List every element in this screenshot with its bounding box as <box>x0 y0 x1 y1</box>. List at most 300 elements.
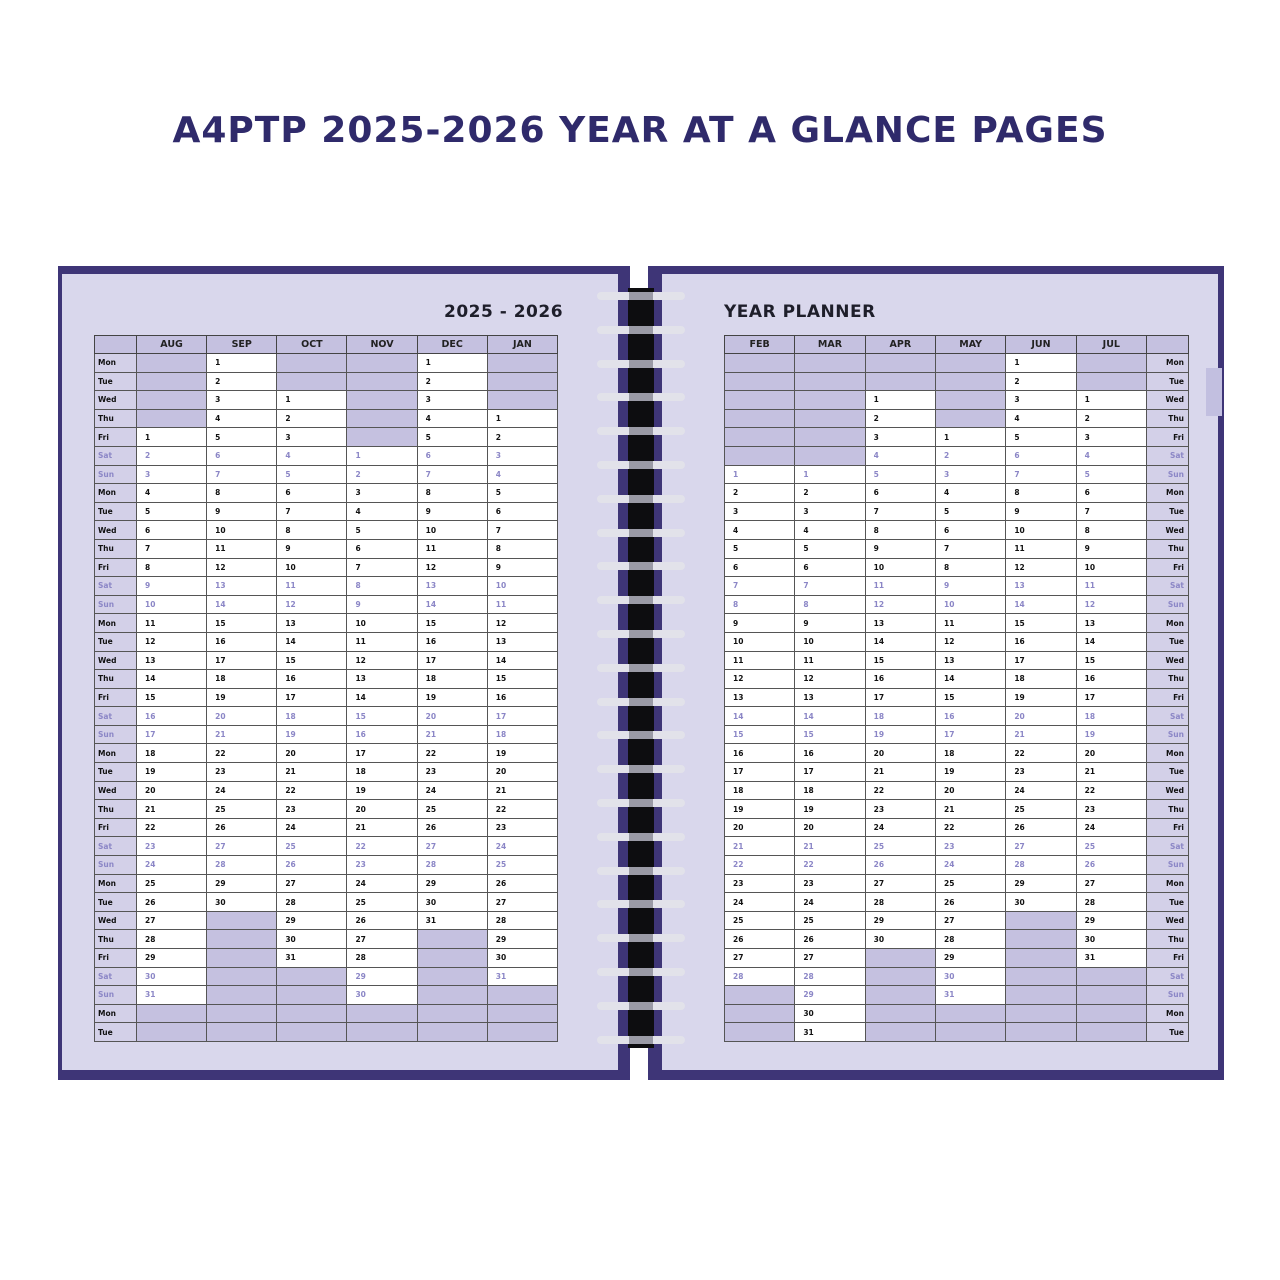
weekday-label: Thu <box>1147 409 1189 428</box>
month-header: JUL <box>1076 336 1146 354</box>
weekday-label: Sat <box>95 707 137 726</box>
date-cell: 4 <box>725 521 795 540</box>
calendar-row <box>95 893 558 912</box>
date-cell: 31 <box>1076 949 1146 968</box>
date-cell: 12 <box>207 558 277 577</box>
date-cell: 22 <box>207 744 277 763</box>
date-cell: 30 <box>1006 893 1076 912</box>
date-cell: 4 <box>207 409 277 428</box>
date-cell: 21 <box>1006 725 1076 744</box>
date-cell: 29 <box>207 874 277 893</box>
date-cell: 26 <box>1006 818 1076 837</box>
date-cell: 25 <box>1006 800 1076 819</box>
date-cell: 27 <box>487 893 557 912</box>
date-cell: 8 <box>795 595 865 614</box>
empty-cell <box>137 1004 207 1023</box>
empty-cell <box>487 986 557 1005</box>
date-cell: 17 <box>487 707 557 726</box>
date-cell: 23 <box>207 763 277 782</box>
date-cell: 23 <box>1006 763 1076 782</box>
date-cell: 16 <box>725 744 795 763</box>
date-cell: 19 <box>347 781 417 800</box>
spiral-ring <box>597 664 685 672</box>
date-cell: 25 <box>487 856 557 875</box>
weekday-label: Tue <box>1147 1023 1189 1042</box>
date-cell: 4 <box>795 521 865 540</box>
empty-cell <box>417 986 487 1005</box>
date-cell: 2 <box>1076 409 1146 428</box>
date-cell: 8 <box>725 595 795 614</box>
date-cell: 7 <box>935 539 1005 558</box>
empty-cell <box>935 1023 1005 1042</box>
date-cell: 24 <box>487 837 557 856</box>
date-cell: 17 <box>935 725 1005 744</box>
date-cell: 27 <box>935 911 1005 930</box>
calendar-row <box>725 391 1189 410</box>
date-cell: 3 <box>417 391 487 410</box>
date-cell: 18 <box>277 707 347 726</box>
calendar-row <box>725 446 1189 465</box>
spiral-ring <box>597 799 685 807</box>
date-cell: 14 <box>1076 632 1146 651</box>
date-cell: 21 <box>725 837 795 856</box>
empty-cell <box>417 967 487 986</box>
date-cell: 11 <box>487 595 557 614</box>
date-cell: 22 <box>865 781 935 800</box>
empty-cell <box>725 428 795 447</box>
date-cell: 5 <box>935 502 1005 521</box>
date-cell: 29 <box>277 911 347 930</box>
date-cell: 28 <box>417 856 487 875</box>
calendar-row <box>95 446 558 465</box>
empty-cell <box>347 1023 417 1042</box>
date-cell: 14 <box>207 595 277 614</box>
weekday-label: Sun <box>95 465 137 484</box>
weekday-label: Wed <box>95 391 137 410</box>
empty-cell <box>725 409 795 428</box>
date-cell: 6 <box>137 521 207 540</box>
date-cell: 15 <box>865 651 935 670</box>
date-cell: 1 <box>487 409 557 428</box>
date-cell: 15 <box>487 670 557 689</box>
weekday-label: Mon <box>1147 484 1189 503</box>
date-cell: 16 <box>207 632 277 651</box>
date-cell: 19 <box>207 688 277 707</box>
date-cell: 30 <box>137 967 207 986</box>
weekday-label: Mon <box>95 354 137 373</box>
date-cell: 23 <box>1076 800 1146 819</box>
calendar-row <box>725 539 1189 558</box>
calendar-row <box>95 967 558 986</box>
weekday-label: Mon <box>95 744 137 763</box>
calendar-row <box>725 558 1189 577</box>
date-cell: 30 <box>417 893 487 912</box>
calendar-row <box>725 725 1189 744</box>
weekday-label: Sun <box>1147 595 1189 614</box>
weekday-label: Fri <box>95 818 137 837</box>
date-cell: 30 <box>935 967 1005 986</box>
date-cell: 27 <box>1006 837 1076 856</box>
calendar-row <box>95 930 558 949</box>
spiral-ring <box>597 934 685 942</box>
date-cell: 12 <box>725 670 795 689</box>
calendar-row <box>725 632 1189 651</box>
date-cell: 1 <box>207 354 277 373</box>
date-cell: 6 <box>935 521 1005 540</box>
calendar-row <box>725 986 1189 1005</box>
date-cell: 6 <box>725 558 795 577</box>
date-cell: 5 <box>1076 465 1146 484</box>
weekday-label: Fri <box>1147 818 1189 837</box>
date-cell: 11 <box>865 577 935 596</box>
date-cell: 30 <box>795 1004 865 1023</box>
date-cell: 12 <box>935 632 1005 651</box>
date-cell: 26 <box>347 911 417 930</box>
empty-cell <box>795 409 865 428</box>
month-header: SEP <box>207 336 277 354</box>
date-cell: 3 <box>277 428 347 447</box>
calendar-row <box>725 818 1189 837</box>
weekday-label: Sun <box>95 986 137 1005</box>
date-cell: 30 <box>347 986 417 1005</box>
empty-cell <box>417 949 487 968</box>
empty-cell <box>1006 911 1076 930</box>
date-cell: 14 <box>487 651 557 670</box>
date-cell: 20 <box>935 781 1005 800</box>
date-cell: 15 <box>137 688 207 707</box>
calendar-row <box>725 521 1189 540</box>
date-cell: 2 <box>277 409 347 428</box>
date-cell: 5 <box>347 521 417 540</box>
date-cell: 26 <box>935 893 1005 912</box>
date-cell: 11 <box>137 614 207 633</box>
date-cell: 11 <box>347 632 417 651</box>
empty-cell <box>725 391 795 410</box>
empty-cell <box>137 409 207 428</box>
empty-cell <box>865 967 935 986</box>
date-cell: 6 <box>1006 446 1076 465</box>
weekday-label: Sat <box>1147 446 1189 465</box>
calendar-row <box>95 1023 558 1042</box>
date-cell: 29 <box>865 911 935 930</box>
date-cell: 20 <box>487 763 557 782</box>
date-cell: 19 <box>795 800 865 819</box>
page-headline: A4PTP 2025-2026 YEAR AT A GLANCE PAGES <box>172 110 1108 151</box>
date-cell: 14 <box>865 632 935 651</box>
weekday-label: Sat <box>1147 967 1189 986</box>
date-cell: 28 <box>725 967 795 986</box>
date-cell: 9 <box>1076 539 1146 558</box>
date-cell: 7 <box>795 577 865 596</box>
date-cell: 3 <box>347 484 417 503</box>
calendar-row <box>95 856 558 875</box>
date-cell: 8 <box>277 521 347 540</box>
calendar-row <box>725 428 1189 447</box>
date-cell: 27 <box>207 837 277 856</box>
empty-cell <box>207 1023 277 1042</box>
month-header-row <box>725 336 1189 354</box>
weekday-label: Wed <box>1147 521 1189 540</box>
weekday-label: Mon <box>95 1004 137 1023</box>
date-cell: 22 <box>1006 744 1076 763</box>
date-cell: 20 <box>417 707 487 726</box>
date-cell: 31 <box>487 967 557 986</box>
calendar-row <box>95 372 558 391</box>
date-cell: 2 <box>417 372 487 391</box>
header-corner <box>95 336 137 354</box>
empty-cell <box>277 967 347 986</box>
spiral-ring <box>597 292 685 300</box>
calendar-row <box>95 837 558 856</box>
date-cell: 27 <box>137 911 207 930</box>
empty-cell <box>1006 1004 1076 1023</box>
month-header: DEC <box>417 336 487 354</box>
date-cell: 18 <box>207 670 277 689</box>
date-cell: 20 <box>1076 744 1146 763</box>
month-header: FEB <box>725 336 795 354</box>
empty-cell <box>865 949 935 968</box>
empty-cell <box>935 354 1005 373</box>
date-cell: 20 <box>137 781 207 800</box>
weekday-label: Thu <box>95 409 137 428</box>
calendar-row <box>95 911 558 930</box>
weekday-label: Tue <box>95 372 137 391</box>
empty-cell <box>1076 354 1146 373</box>
empty-cell <box>795 372 865 391</box>
date-cell: 5 <box>137 502 207 521</box>
date-cell: 4 <box>1076 446 1146 465</box>
date-cell: 2 <box>347 465 417 484</box>
date-cell: 6 <box>865 484 935 503</box>
date-cell: 28 <box>1006 856 1076 875</box>
spiral-ring <box>597 360 685 368</box>
weekday-label: Thu <box>95 670 137 689</box>
date-cell: 12 <box>487 614 557 633</box>
date-cell: 12 <box>347 651 417 670</box>
date-cell: 13 <box>277 614 347 633</box>
calendar-row <box>725 502 1189 521</box>
date-cell: 3 <box>795 502 865 521</box>
date-cell: 8 <box>1076 521 1146 540</box>
weekday-label: Mon <box>1147 354 1189 373</box>
date-cell: 13 <box>1076 614 1146 633</box>
empty-cell <box>277 372 347 391</box>
calendar-row <box>95 484 558 503</box>
date-cell: 2 <box>137 446 207 465</box>
date-cell: 27 <box>725 949 795 968</box>
date-cell: 25 <box>207 800 277 819</box>
date-cell: 17 <box>725 763 795 782</box>
calendar-row <box>725 372 1189 391</box>
date-cell: 8 <box>207 484 277 503</box>
date-cell: 22 <box>487 800 557 819</box>
date-cell: 13 <box>487 632 557 651</box>
date-cell: 1 <box>417 354 487 373</box>
date-cell: 27 <box>1076 874 1146 893</box>
month-header: MAR <box>795 336 865 354</box>
date-cell: 9 <box>935 577 1005 596</box>
calendar-row <box>95 1004 558 1023</box>
date-cell: 12 <box>865 595 935 614</box>
date-cell: 4 <box>487 465 557 484</box>
calendar-row <box>725 800 1189 819</box>
date-cell: 13 <box>865 614 935 633</box>
empty-cell <box>487 1023 557 1042</box>
empty-cell <box>207 930 277 949</box>
date-cell: 1 <box>935 428 1005 447</box>
date-cell: 27 <box>865 874 935 893</box>
empty-cell <box>1006 930 1076 949</box>
date-cell: 11 <box>935 614 1005 633</box>
date-cell: 28 <box>207 856 277 875</box>
date-cell: 29 <box>795 986 865 1005</box>
calendar-row <box>95 558 558 577</box>
date-cell: 22 <box>417 744 487 763</box>
date-cell: 1 <box>347 446 417 465</box>
calendar-row <box>95 725 558 744</box>
calendar-row <box>95 874 558 893</box>
date-cell: 9 <box>865 539 935 558</box>
date-cell: 29 <box>1076 911 1146 930</box>
weekday-label: Thu <box>95 539 137 558</box>
month-header-row <box>95 336 558 354</box>
date-cell: 17 <box>865 688 935 707</box>
spiral-ring <box>597 1002 685 1010</box>
empty-cell <box>1006 986 1076 1005</box>
date-cell: 5 <box>865 465 935 484</box>
date-cell: 10 <box>137 595 207 614</box>
calendar-row <box>725 744 1189 763</box>
calendar-row <box>95 539 558 558</box>
spiral-ring <box>597 731 685 739</box>
date-cell: 23 <box>137 837 207 856</box>
date-cell: 12 <box>417 558 487 577</box>
date-cell: 3 <box>1006 391 1076 410</box>
date-cell: 18 <box>347 763 417 782</box>
date-cell: 12 <box>795 670 865 689</box>
calendar-row <box>95 744 558 763</box>
date-cell: 24 <box>1076 818 1146 837</box>
date-cell: 2 <box>935 446 1005 465</box>
date-cell: 18 <box>865 707 935 726</box>
date-cell: 19 <box>137 763 207 782</box>
spiral-ring <box>597 867 685 875</box>
weekday-label: Thu <box>1147 800 1189 819</box>
date-cell: 18 <box>137 744 207 763</box>
date-cell: 18 <box>417 670 487 689</box>
date-cell: 23 <box>487 818 557 837</box>
date-cell: 26 <box>1076 856 1146 875</box>
date-cell: 24 <box>865 818 935 837</box>
date-cell: 9 <box>347 595 417 614</box>
weekday-label: Mon <box>95 874 137 893</box>
date-cell: 6 <box>487 502 557 521</box>
date-cell: 13 <box>935 651 1005 670</box>
date-cell: 10 <box>935 595 1005 614</box>
date-cell: 7 <box>347 558 417 577</box>
date-cell: 14 <box>417 595 487 614</box>
date-cell: 16 <box>935 707 1005 726</box>
date-cell: 8 <box>347 577 417 596</box>
date-cell: 25 <box>137 874 207 893</box>
calendar-row <box>95 577 558 596</box>
date-cell: 13 <box>725 688 795 707</box>
month-header: MAY <box>935 336 1005 354</box>
date-cell: 28 <box>487 911 557 930</box>
date-cell: 2 <box>207 372 277 391</box>
date-cell: 14 <box>725 707 795 726</box>
date-cell: 16 <box>1076 670 1146 689</box>
calendar-row <box>725 670 1189 689</box>
weekday-label: Thu <box>1147 670 1189 689</box>
date-cell: 15 <box>417 614 487 633</box>
date-cell: 31 <box>137 986 207 1005</box>
calendar-row <box>725 707 1189 726</box>
empty-cell <box>935 372 1005 391</box>
weekday-label: Wed <box>1147 781 1189 800</box>
date-cell: 16 <box>487 688 557 707</box>
spiral-ring <box>597 461 685 469</box>
date-cell: 15 <box>207 614 277 633</box>
date-cell: 21 <box>277 763 347 782</box>
weekday-label: Fri <box>1147 558 1189 577</box>
date-cell: 5 <box>487 484 557 503</box>
empty-cell <box>347 1004 417 1023</box>
weekday-label: Mon <box>1147 874 1189 893</box>
weekday-label: Thu <box>95 800 137 819</box>
date-cell: 1 <box>137 428 207 447</box>
date-cell: 5 <box>417 428 487 447</box>
weekday-label: Mon <box>1147 744 1189 763</box>
date-cell: 6 <box>795 558 865 577</box>
month-header: OCT <box>277 336 347 354</box>
weekday-label: Mon <box>95 484 137 503</box>
spiral-ring <box>597 698 685 706</box>
date-cell: 3 <box>1076 428 1146 447</box>
weekday-label: Sun <box>1147 986 1189 1005</box>
date-cell: 10 <box>487 577 557 596</box>
date-cell: 9 <box>207 502 277 521</box>
date-cell: 29 <box>137 949 207 968</box>
date-cell: 15 <box>725 725 795 744</box>
date-cell: 16 <box>137 707 207 726</box>
date-cell: 8 <box>865 521 935 540</box>
date-cell: 5 <box>1006 428 1076 447</box>
date-cell: 15 <box>935 688 1005 707</box>
date-cell: 11 <box>725 651 795 670</box>
date-cell: 25 <box>417 800 487 819</box>
spiral-ring <box>597 968 685 976</box>
date-cell: 8 <box>935 558 1005 577</box>
date-cell: 1 <box>1076 391 1146 410</box>
date-cell: 6 <box>277 484 347 503</box>
date-cell: 7 <box>487 521 557 540</box>
date-cell: 18 <box>935 744 1005 763</box>
month-header: JUN <box>1006 336 1076 354</box>
date-cell: 19 <box>725 800 795 819</box>
date-cell: 23 <box>865 800 935 819</box>
date-cell: 4 <box>417 409 487 428</box>
weekday-label: Fri <box>1147 688 1189 707</box>
date-cell: 14 <box>277 632 347 651</box>
date-cell: 7 <box>1076 502 1146 521</box>
date-cell: 5 <box>277 465 347 484</box>
spiral-ring <box>597 765 685 773</box>
empty-cell <box>1076 1004 1146 1023</box>
date-cell: 5 <box>725 539 795 558</box>
date-cell: 20 <box>795 818 865 837</box>
date-cell: 3 <box>487 446 557 465</box>
